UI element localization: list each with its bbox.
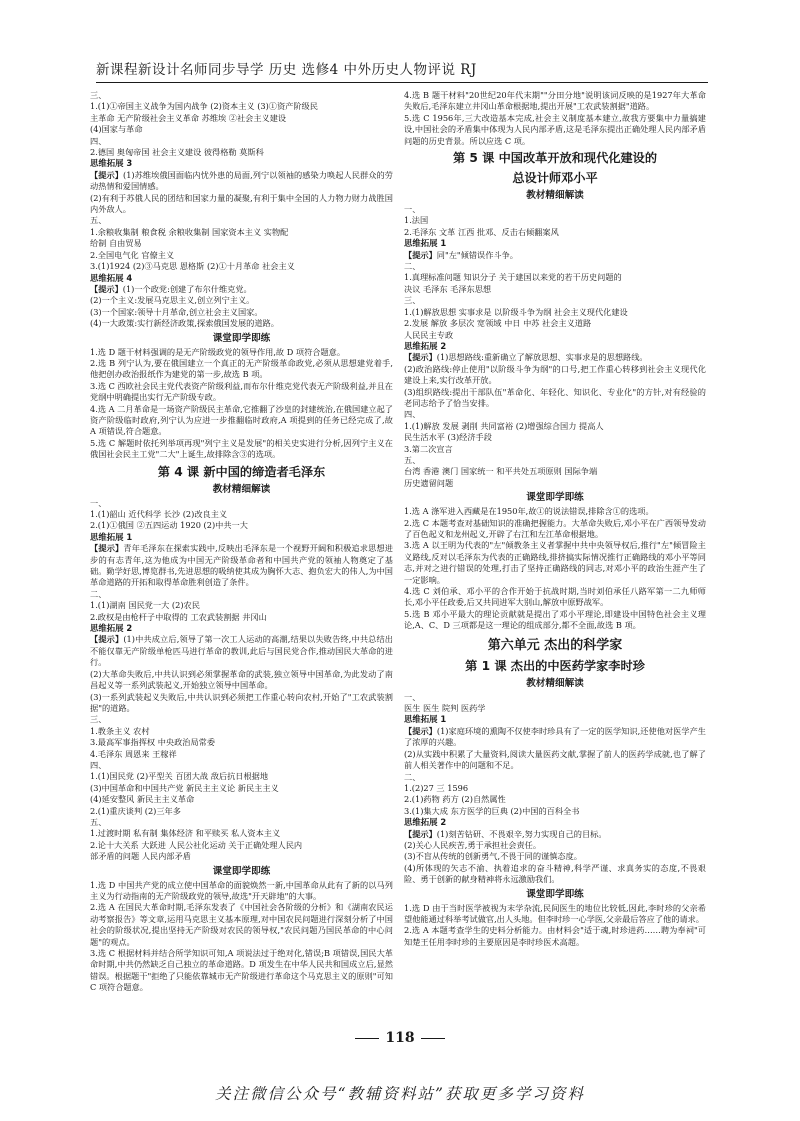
thinking-expansion-heading: 思维拓展 3 xyxy=(90,158,133,169)
footer-watermark-note: 关注微信公众号“教辅资料站”获取更多学习资料 xyxy=(215,1085,585,1103)
running-header: 新课程新设计名师同步导学 历史 选修4 中外历史人物评说 RJ xyxy=(96,62,477,78)
text-line: 人民民主专政 xyxy=(404,329,454,340)
text-line: 1.真理标准问题 知识分子 关于建国以来党的若干历史问题的 xyxy=(404,272,622,283)
text-line: 1.(1)①帝国主义战争为国内战争 (2)资本主义 (3)①资产阶级民 xyxy=(90,101,318,112)
text-line: 2.(1)重庆谈判 (2)三年多 xyxy=(90,805,181,816)
unit-title: 第六单元 杰出的科学家 xyxy=(487,637,623,653)
text-line: 1.法国 xyxy=(404,215,429,226)
left-column xyxy=(90,90,393,994)
text-line: 3.最高军事指挥权 中央政治局常委 xyxy=(90,737,216,748)
section-subheading: 课堂即学即练 xyxy=(526,888,584,900)
text-line: 五、 xyxy=(404,454,421,465)
header-rule xyxy=(96,82,708,83)
lesson-title: 第 4 课 新中国的缔造者毛泽东 xyxy=(157,464,326,479)
text-line: 2.论十大关系 大跃进 人民公社化运动 关于正确处理人民内 xyxy=(90,839,303,850)
text-line: 1.(1)国民党 (2)平型关 百团大战 敌后抗日根据地 xyxy=(90,771,269,782)
text-line: (4)延安整风 新民主主义革命 xyxy=(90,794,195,805)
page-number-dash-right xyxy=(421,1038,445,1039)
text-line: 三、 xyxy=(90,714,107,725)
page-number-text: 118 xyxy=(385,1030,415,1046)
hint-text: (1)中共成立后,领导了第一次工人运动的高潮,结果以失败告终,中共总结出不能仅靠无产阶级单枪匹马进行革命的教训,此后与国民党合作,推动国民大革命的进行。 xyxy=(90,634,393,668)
hint-text: (1)思想路线:重新确立了解放思想、实事求是的思想路线。 xyxy=(436,352,648,363)
section-subheading: 教材精细解读 xyxy=(212,483,271,495)
hint-paragraph xyxy=(404,352,706,363)
answer-paragraph: 5.选 B 邓小平最大的理论贡献就是提出了邓小平理论,即建设中国特色社会主义理论,A、C、D 三项都是这一理论的组成部分,都不全面,故选 B 项。 xyxy=(404,608,706,631)
answer-paragraph: 4.选 A 二月革命是一场资产阶级民主革命,它推翻了沙皇的封建统治,在俄国建立起了资产阶级临时政府,列宁认为应进一步推翻临时政府,A 项提到的任务已经完成了,故 A 项错误,符合题意。 xyxy=(90,403,393,437)
answer-paragraph: 4.选 C 刘伯承、邓小平的合作开始于抗战时期,当时刘伯承任八路军第一二九师师长,邓小平任政委,后又共同进军大别山,解放中原野战军。 xyxy=(404,586,706,608)
hint-label: 【提示】 xyxy=(90,634,124,645)
thinking-expansion-heading: 思维拓展 2 xyxy=(404,340,447,351)
text-line: 历史遗留问题 xyxy=(404,477,454,488)
answer-paragraph: 5.选 C 解题时依托列举项再现"列宁主义是发展"的相关史实进行分析,因列宁主义在俄国社会民主工党"二大"上诞生,故排除含③的选项。 xyxy=(90,437,393,460)
text-line: 五、 xyxy=(90,215,107,226)
answer-paragraph: 5.选 C 1956年,三大改造基本完成,社会主义制度基本建立,故我方要集中力量搞建设,中国社会的矛盾集中体现为人民内部矛盾,这是毛泽东提出正确处理人民内部矛盾问题的历史背景。所以应选 C 项。 xyxy=(404,112,706,146)
hint-label: 【提示】 xyxy=(404,352,437,363)
thinking-expansion-heading: 思维拓展 1 xyxy=(90,531,133,542)
answer-paragraph: (2)一个主义:发展马克思主义,创立列宁主义。 xyxy=(90,295,255,306)
text-line: (4)国家与革命 xyxy=(90,124,143,135)
text-line: 一、 xyxy=(404,691,421,702)
thinking-expansion-heading: 思维拓展 1 xyxy=(404,714,447,725)
lesson-title: 总设计师邓小平 xyxy=(512,171,598,186)
lesson-title: 第 5 课 中国改革开放和现代化建设的 xyxy=(452,151,658,166)
text-line: 2.政权是由枪杆子中取得的 工农武装割据 井冈山 xyxy=(90,611,267,622)
text-line: 五、 xyxy=(90,816,107,827)
text-line: 二、 xyxy=(90,588,107,599)
text-line: 2.毛泽东 文革 江西 批邓、反击右倾翻案风 xyxy=(404,226,559,237)
text-line: 二、 xyxy=(404,771,421,782)
answer-paragraph: 2.选 A 在国民大革命时期,毛泽东发表了《中国社会各阶级的分析》和《湖南农民运动考察报告》等文章,运用马克思主义基本原理,对中国农民问题进行深刻分析了中国社会的阶级状况,提出坚持无产阶级对农民的领导权,"农民问题乃国民革命的中心问题"的观点。 xyxy=(90,902,393,947)
text-line: 3.(1)1924 (2)③马克思 恩格斯 (2)①十月革命 社会主义 xyxy=(90,261,295,272)
hint-label: 【提示】 xyxy=(90,169,123,180)
text-line: 民生活水平 (3)经济手段 xyxy=(404,432,492,443)
hint-paragraph xyxy=(90,170,393,193)
text-line: 1.(1)湖南 国民党一大 (2)农民 xyxy=(90,600,200,611)
hint-text: (1)苏维埃俄国面临内忧外患的局面,列宁以领袖的感染力唤起人民群众的劳动热情和爱国情感。 xyxy=(90,169,393,192)
text-line: 2.发展 解放 多层次 宽领域 中日 中苏 社会主义道路 xyxy=(404,318,592,329)
hint-label: 【提示】 xyxy=(404,249,437,260)
hint-text: 同"左"倾错误作斗争。 xyxy=(436,249,518,260)
answer-paragraph: (2)大革命失败后,中共认识到必须掌握革命的武装,独立领导中国革命,为此发动了南昌起义等一系列武装起义,开始独立领导中国革命。 xyxy=(90,668,393,691)
answer-paragraph: (4)所体现的矢志不渝、执着追求的奋斗精神,科学严谨、求真务实的态度,不畏艰险、勇于创新的献身精神将永远激励我们。 xyxy=(404,862,706,885)
hint-label: 【提示】 xyxy=(90,543,124,554)
text-line: 2.(1)①俄国 ②五四运动 1920 (2)中共一大 xyxy=(90,520,248,531)
lesson-title: 第 1 课 杰出的中医药学家李时珍 xyxy=(465,658,645,673)
text-line: 4.毛泽东 周恩来 王稼祥 xyxy=(90,748,177,759)
text-line: 部矛盾的问题 人民内部矛盾 xyxy=(90,851,191,862)
answer-paragraph: 1.选 D 由于当时医学被视为末学杂流,民间医生的地位比较低,因此,李时珍的父亲希望他能通过科举考试做官,出人头地。但李时珍一心学医,父亲最后答应了他的请求。 xyxy=(404,902,706,924)
right-column xyxy=(404,90,706,948)
answer-paragraph: 2.选 B 列宁认为,要在俄国建立一个真正的无产阶级革命政党,必须从思想建党着手,他把创办政治报纸作为建党的第一步,故选 B 项。 xyxy=(90,357,393,380)
answer-paragraph: (2)从实践中积累了大量资料,阅读大量医药文献,掌握了前人的医药学成就,也了解了前人相关著作中的问题和不足。 xyxy=(404,748,706,771)
thinking-expansion-heading: 思维拓展 2 xyxy=(90,623,133,634)
text-line: 二、 xyxy=(404,261,421,272)
hint-text: (1)刻苦钻研、不畏艰辛,努力实现自己的目标。 xyxy=(436,828,607,839)
text-line: 1.(1)解放 发展 剥削 共同富裕 (2)增强综合国力 提高人 xyxy=(404,420,604,431)
hint-paragraph xyxy=(90,284,393,295)
text-line: 医生 医生 院判 医药学 xyxy=(404,703,486,714)
answer-paragraph: 3.选 C 西欧社会民主党代表资产阶级利益,而布尔什维克党代表无产阶级利益,并且在党纲中明确提出实行无产阶级专政。 xyxy=(90,380,393,403)
thinking-expansion-heading: 思维拓展 1 xyxy=(404,238,447,249)
text-line: 1.过渡时期 私有制 集体经济 和平赎买 私人资本主义 xyxy=(90,828,281,839)
answer-paragraph: 4.选 B 题干材料"20世纪20年代末期""分田分地"说明该词反映的是1927年大革命失败后,毛泽东建立井冈山革命根据地,提出开展"工农武装割据"道路。 xyxy=(404,90,706,112)
text-line: 三、 xyxy=(404,295,421,306)
answer-paragraph: 2.选 A 本题考查学生的史料分析能力。由材料会"适于魂,时珍进药……聘为奉祠"可知楚王任用李时珍的主要原因是李时珍医术高超。 xyxy=(404,925,706,947)
text-line: 四、 xyxy=(404,409,421,420)
text-line: 1.(1)韶山 近代科学 长沙 (2)改良主义 xyxy=(90,509,228,519)
answer-paragraph: (3)组织路线:提出干部队伍"革命化、年轻化、知识化、专业化"的方针,对有经验的老同志给予了恰当安排。 xyxy=(404,386,706,408)
hint-paragraph xyxy=(404,250,706,261)
thinking-expansion-heading: 思维拓展 4 xyxy=(90,272,133,283)
answer-paragraph: 1.选 A 涤军进入西藏是在1950年,故①的说法错误,排除含①的选项。 xyxy=(404,506,654,517)
text-line: 1.(1)解放思想 实事求是 以阶级斗争为纲 社会主义现代化建设 xyxy=(404,306,628,317)
hint-paragraph xyxy=(404,726,706,749)
answer-paragraph: (4)一大政策:实行新经济政策,探索俄国发展的道路。 xyxy=(90,318,279,329)
text-line: 给制 自由贸易 xyxy=(90,238,142,249)
text-line: 四、 xyxy=(90,135,107,146)
answer-paragraph: (3)不盲从传统的创新勇气,不畏于同的谨慎态度。 xyxy=(404,851,582,862)
text-line: 2.(1)药物 药方 (2)自然属性 xyxy=(404,794,506,805)
text-line: 主革命 无产阶级社会主义革命 苏维埃 ②社会主义建设 xyxy=(90,112,287,123)
text-line: 3.(1)集大成 东方医学的巨典 (2)中国的百科全书 xyxy=(404,805,580,816)
answer-paragraph: 1.选 D 题干材料强调的是无产阶级政党的领导作用,故 D 项符合题意。 xyxy=(90,346,346,357)
answer-paragraph: (3)一个国家:领导十月革命,创立社会主义国家。 xyxy=(90,306,263,317)
hint-paragraph xyxy=(90,634,393,668)
answer-paragraph: (2)关心人民疾苦,勇于承担社会责任。 xyxy=(404,839,542,850)
text-line: 一、 xyxy=(90,497,107,508)
text-line: 四、 xyxy=(90,759,107,770)
answer-paragraph: (3)一系列武装起义失败后,中共认识到必须把工作重心转向农村,开始了"工农武装割据"的道路。 xyxy=(90,691,393,713)
text-line: 3.第二次宣言 xyxy=(404,443,453,454)
hint-text: (1)一个政党:创建了布尔什维克党。 xyxy=(122,283,252,294)
text-line: 2.德国 奥匈帝国 社会主义建设 彼得格勒 莫斯科 xyxy=(90,147,264,158)
answer-paragraph: 3.选 A 以王明为代表的"左"倾教条主义者掌握中共中央领导权后,推行"左"倾冒险主义路线,反对以毛泽东为代表的正确路线,排挤搞实际情况推行正确路线的邓小平等同志,并对之进行错误的处理,打击了坚持正确路线的同志,对邓小平的政治生涯产生了一定影响。 xyxy=(404,540,706,585)
text-line: 台湾 香港 澳门 国家统一 和平共处五项原则 国际争端 xyxy=(404,466,598,477)
section-subheading: 课堂即学即练 xyxy=(212,865,271,877)
text-line: 决议 毛泽东 毛泽东思想 xyxy=(404,283,492,294)
text-line: 1.教条主义 农村 xyxy=(90,725,150,736)
text-line: (3)中国革命和中国共产党 新民主主义论 新民主主义 xyxy=(90,782,279,793)
hint-text: 青年毛泽东在探索实践中,反映出毛泽东是一个视野开阔和积极追求思想进步的有志青年,这为他成为中国无产阶级革命者和中国共产党的领袖人物奠定了基础。勤学好思,博览群书,先进思想的吸纳使其成为胸怀大志、抱负宏大的伟人,为中国革命道路的开拓和取得革命胜利创造了条件。 xyxy=(90,543,393,588)
section-subheading: 课堂即学即练 xyxy=(526,492,584,504)
section-subheading: 课堂即学即练 xyxy=(212,332,271,344)
answer-paragraph: 1.选 D 中国共产党的成立使中国革命的面貌焕然一新,中国革命从此有了新的以马列主义为行动指南的无产阶级政党的领导,故选"开天辟地"的大事。 xyxy=(90,879,393,901)
hint-label: 【提示】 xyxy=(90,283,123,294)
text-line: 2.全国电气化 官僚主义 xyxy=(90,249,175,260)
page-number-dash-left xyxy=(355,1038,379,1039)
hint-paragraph xyxy=(90,543,393,589)
answer-paragraph: (2)有利于苏俄人民的团结和国家力量的凝聚,有利于集中全国的人力物力财力战胜国内外敌人。 xyxy=(90,192,393,215)
text-line: 1.余粮收集制 粮食税 余粮收集制 国家资本主义 实物配 xyxy=(90,226,289,237)
hint-paragraph xyxy=(404,829,706,840)
hint-label: 【提示】 xyxy=(404,828,437,839)
text-line: 三、 xyxy=(90,90,107,100)
text-line: 1.(2)27 三 1596 xyxy=(404,782,469,793)
page-number xyxy=(0,1030,800,1046)
thinking-expansion-heading: 思维拓展 2 xyxy=(404,817,447,828)
answer-paragraph: 2.选 C 本题考查对基础知识的准确把握能力。大革命失败后,邓小平在广西领导发动了百色起义和龙州起义,开辟了右江和左江革命根据地。 xyxy=(404,517,706,539)
text-line: 一、 xyxy=(404,204,421,215)
answer-paragraph: (2)政治路线:停止使用"以阶级斗争为纲"的口号,把工作重心转移到社会主义现代化建设上来,实行改革开放。 xyxy=(404,363,706,386)
section-subheading: 教材精细解读 xyxy=(526,190,584,202)
section-subheading: 教材精细解读 xyxy=(526,677,584,689)
hint-text: (1)家庭环境的熏陶不仅使李时珍具有了一定的医学知识,还使他对医学产生了浓厚的兴趣。 xyxy=(404,725,706,748)
answer-paragraph: 3.选 C 根据材料并结合所学知识可知,A 项说法过于绝对化,错误;B 项错误,国民大革命时期,中共仍然缺乏自己独立的革命道路。D 项发生在中华人民共和国成立后,显然错误。根据题干"拒绝了只能依靠城市无产阶级进行革命这个马克思主义的原则"可知 C 项符合题意。 xyxy=(90,948,393,993)
hint-label: 【提示】 xyxy=(404,725,437,736)
